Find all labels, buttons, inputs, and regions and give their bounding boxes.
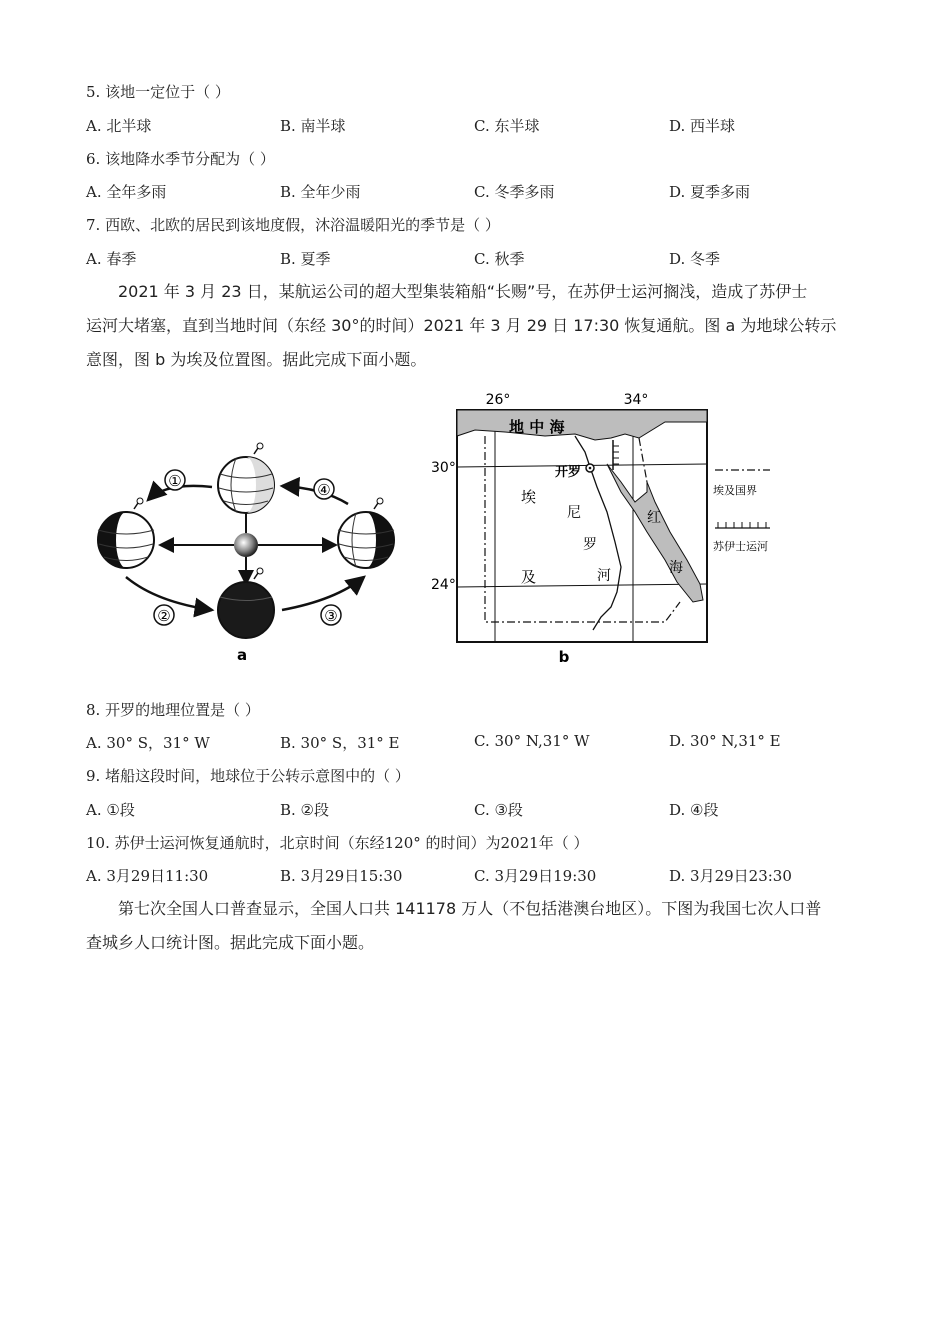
egypt-label-2: 及 — [521, 568, 537, 586]
option-b[interactable]: B. 3月29日15:30 — [280, 867, 403, 885]
option-b[interactable]: B. 南半球 — [280, 117, 346, 135]
option-a[interactable]: A. 30° S，31° W — [86, 734, 210, 752]
option-d[interactable]: D. ④段 — [669, 801, 719, 819]
svg-text:④: ④ — [317, 481, 331, 499]
option-d[interactable]: D. 夏季多雨 — [669, 183, 751, 201]
lat-label-24: 24° — [431, 577, 456, 593]
segment-label-2 — [154, 605, 174, 625]
orbit-arc — [282, 577, 364, 610]
question-9-stem: 9. 堵船这段时间，地球位于公转示意图中的（ ） — [86, 767, 410, 785]
figure-b-caption: b — [558, 648, 570, 666]
legend-canal-label: 苏伊士运河 — [713, 540, 768, 553]
red-sea-label-2: 海 — [669, 560, 683, 576]
option-b[interactable]: B. 夏季 — [280, 250, 331, 268]
option-c[interactable]: C. 东半球 — [474, 117, 540, 135]
option-d[interactable]: D. 西半球 — [669, 117, 736, 135]
svg-text:③: ③ — [324, 607, 338, 625]
earth-top-icon — [218, 443, 274, 513]
option-a[interactable]: A. 北半球 — [86, 117, 152, 135]
sun-icon — [234, 533, 258, 557]
nile-label-3: 河 — [597, 568, 611, 584]
option-a[interactable]: A. 3月29日11:30 — [86, 867, 209, 885]
cairo-label: 开罗 — [555, 465, 582, 480]
legend-border-label: 埃及国界 — [713, 484, 757, 497]
red-sea-label-1: 红 — [647, 510, 661, 526]
segment-label-4 — [314, 479, 334, 499]
orbit-arc — [126, 577, 212, 610]
question-8-stem: 8. 开罗的地理位置是（ ） — [86, 701, 260, 719]
question-7-stem: 7. 西欧、北欧的居民到该地度假，沐浴温暖阳光的季节是（ ） — [86, 216, 500, 234]
lon-label-34: 34° — [623, 392, 649, 408]
nile-label-1: 尼 — [567, 505, 581, 521]
earth-left-icon — [98, 498, 154, 568]
option-a[interactable]: A. 春季 — [86, 250, 137, 268]
option-b[interactable]: B. 全年少雨 — [280, 183, 361, 201]
option-c[interactable]: C. 30° N,31° W — [474, 732, 590, 750]
option-c[interactable]: C. 冬季多雨 — [474, 183, 555, 201]
passage-census — [86, 892, 866, 960]
lat-label-30: 30° — [431, 460, 456, 476]
option-d[interactable]: D. 3月29日23:30 — [669, 867, 792, 885]
option-c[interactable]: C. ③段 — [474, 801, 523, 819]
svg-text:①: ① — [168, 472, 182, 490]
legend-canal-ticks — [718, 522, 766, 528]
figure-b-egypt-map — [425, 392, 795, 667]
question-5-stem: 5. 该地一定位于（ ） — [86, 83, 230, 101]
egypt-label-1: 埃 — [521, 488, 537, 506]
option-c[interactable]: C. 3月29日19:30 — [474, 867, 597, 885]
lon-label-26: 26° — [485, 392, 511, 408]
figure-a-caption: a — [236, 646, 248, 664]
question-6-stem: 6. 该地降水季节分配为（ ） — [86, 150, 275, 168]
segment-label-3 — [321, 605, 341, 625]
sea-label: 地 中 海 — [509, 418, 565, 436]
passage-line: 查城乡人口统计图。据此完成下面小题。 — [86, 933, 375, 952]
segment-label-1 — [165, 470, 185, 490]
option-c[interactable]: C. 秋季 — [474, 250, 525, 268]
passage-line: 运河大堵塞，直到当地时间（东经 30°的时间）2021 年 3 月 29 日 17:30 恢复通航。图 a 为地球公转示 — [86, 316, 837, 335]
svg-text:②: ② — [157, 607, 171, 625]
option-d[interactable]: D. 冬季 — [669, 250, 721, 268]
figure-a-revolution-diagram — [86, 392, 406, 667]
nile-label-2: 罗 — [583, 537, 597, 553]
passage-line: 第七次全国人口普查显示，全国人口共 141178 万人（不包括港澳台地区）。下图为我国七次人口普 — [118, 899, 822, 918]
passage-suez — [86, 275, 866, 377]
passage-line: 意图，图 b 为埃及位置图。据此完成下面小题。 — [86, 350, 427, 369]
earth-right-icon — [338, 498, 394, 568]
option-a[interactable]: A. ①段 — [86, 801, 135, 819]
option-d[interactable]: D. 30° N,31° E — [669, 732, 781, 750]
option-b[interactable]: B. 30° S，31° E — [280, 734, 400, 752]
option-a[interactable]: A. 全年多雨 — [86, 183, 167, 201]
question-10-stem: 10. 苏伊士运河恢复通航时，北京时间（东经120° 的时间）为2021年（ ） — [86, 834, 589, 852]
passage-line: 2021 年 3 月 23 日，某航运公司的超大型集装箱船“长赐”号，在苏伊士运河搁浅，造成了苏伊士 — [118, 282, 808, 301]
option-b[interactable]: B. ②段 — [280, 801, 330, 819]
